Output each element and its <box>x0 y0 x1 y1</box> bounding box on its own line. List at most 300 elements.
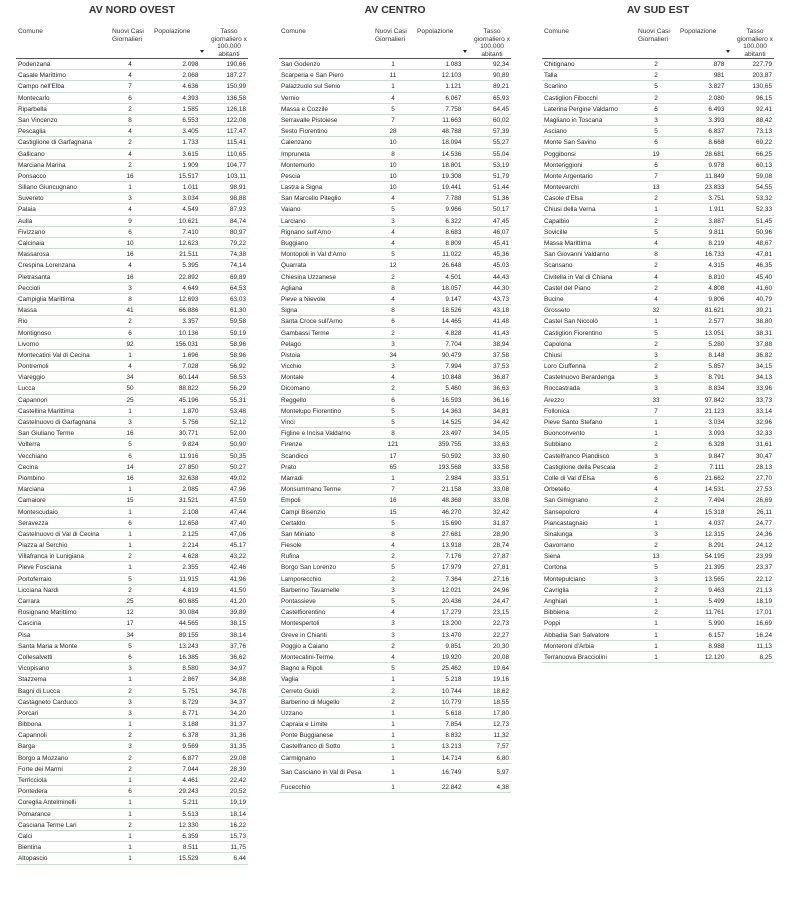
cell-cases: 6 <box>128 329 132 337</box>
cell-comune: Forte dei Marmi <box>18 765 63 773</box>
cell-population: 27.681 <box>441 530 462 538</box>
cell-cases: 5 <box>391 105 395 113</box>
cell-comune: Marciana Marina <box>18 161 66 169</box>
cell-cases: 2 <box>128 765 132 773</box>
cell-comune: Casciana Terme Lari <box>18 821 77 829</box>
cell-cases: 1 <box>654 419 658 426</box>
cell-rate: 41,50 <box>230 586 246 594</box>
cell-comune: Buonconvento <box>544 430 585 438</box>
cell-rate: 11,75 <box>230 844 246 852</box>
cell-rate: 23,99 <box>756 553 772 561</box>
cell-population: 60.144 <box>178 374 199 382</box>
cell-comune: Barberino di Mugello <box>281 698 340 706</box>
cell-rate: 19,64 <box>493 665 509 673</box>
cell-population: 31.521 <box>178 497 199 505</box>
cell-population: 7.788 <box>445 195 462 203</box>
cell-rate: 115,41 <box>226 139 246 147</box>
cell-comune: Montopoli in Val d'Arno <box>281 251 347 259</box>
table-row <box>16 361 248 372</box>
cell-comune: Ponte Buggianese <box>281 732 334 740</box>
table-row <box>542 260 774 271</box>
table-row <box>542 529 774 540</box>
cell-rate: 23,15 <box>493 609 509 617</box>
cell-population: 878 <box>713 61 725 68</box>
table-row <box>16 730 248 741</box>
table-row <box>279 529 511 540</box>
cell-comune: Certaldo <box>281 519 306 527</box>
table-row <box>279 328 511 339</box>
cell-comune: Chiusi <box>544 351 562 359</box>
cell-comune: Rufina <box>281 553 300 561</box>
cell-rate: 33,58 <box>493 463 509 471</box>
table-row <box>542 562 774 573</box>
cell-population: 16.593 <box>441 396 462 404</box>
cell-cases: 1 <box>128 844 132 852</box>
cell-rate: 150,99 <box>226 83 246 91</box>
cell-comune: Poggibonsi <box>544 150 576 158</box>
cell-population: 5.618 <box>445 709 462 717</box>
cell-comune: Vecchiano <box>18 452 48 460</box>
cell-cases: 17 <box>126 620 134 628</box>
cell-rate: 203,87 <box>752 72 772 80</box>
cell-rate: 20,08 <box>493 653 509 661</box>
cell-comune: Seravezza <box>18 519 49 527</box>
table-row <box>279 518 511 529</box>
cell-rate: 46,35 <box>756 262 772 270</box>
cell-cases: 2 <box>128 754 132 762</box>
cell-comune: Pontassieve <box>281 598 316 605</box>
cell-comune: Marradi <box>281 474 303 482</box>
cell-cases: 16 <box>126 172 134 180</box>
cell-comune: Poggio a Caiano <box>281 642 329 650</box>
table-row <box>16 193 248 204</box>
cell-population: 14.363 <box>441 407 462 415</box>
cell-rate: 6,80 <box>496 754 509 762</box>
cell-rate: 46,07 <box>493 228 509 236</box>
cell-comune: Castiglion Fiorentino <box>544 329 603 337</box>
cell-population: 13.051 <box>704 329 725 337</box>
cell-cases: 1 <box>654 598 658 605</box>
cell-rate: 79,22 <box>230 240 246 247</box>
cell-rate: 31,87 <box>493 519 509 527</box>
table-row <box>542 473 774 484</box>
cell-rate: 8,25 <box>759 653 772 661</box>
table-row <box>279 182 511 193</box>
table-row <box>279 383 511 394</box>
cell-cases: 2 <box>128 553 132 561</box>
cell-comune: Pontremoli <box>18 363 49 371</box>
cell-rate: 22,27 <box>493 631 509 639</box>
cell-rate: 64,53 <box>230 284 246 292</box>
cell-population: 6.877 <box>182 754 199 762</box>
cell-comune: Gavorrano <box>544 542 575 550</box>
table-row <box>16 686 248 697</box>
cell-comune: Montecarlo <box>18 94 50 102</box>
cell-cases: 6 <box>391 396 395 404</box>
cell-comune: Castelfranco di Sotto <box>281 743 341 751</box>
table-row <box>542 171 774 182</box>
table-row <box>16 93 248 104</box>
header-comune: Comune <box>281 28 306 35</box>
cell-comune: Calci <box>18 832 33 840</box>
table-row <box>279 227 511 238</box>
cell-cases: 14 <box>126 463 134 471</box>
cell-cases: 6 <box>654 139 658 147</box>
cell-cases: 3 <box>128 195 132 203</box>
cell-population: 9.463 <box>708 586 725 594</box>
cell-population: 3.357 <box>182 318 199 326</box>
cell-population: 97.842 <box>704 396 725 404</box>
cell-comune: Peccioli <box>18 284 41 292</box>
table-row <box>279 193 511 204</box>
cell-cases: 4 <box>128 150 132 158</box>
cell-population: 4.628 <box>182 553 199 561</box>
table-row <box>16 540 248 551</box>
table-row <box>279 171 511 182</box>
cell-rate: 17,80 <box>493 709 509 717</box>
cell-rate: 34,42 <box>493 419 509 426</box>
cell-rate: 47,44 <box>230 508 246 516</box>
cell-population: 88.822 <box>178 385 199 393</box>
cell-population: 18.526 <box>441 307 462 315</box>
cell-comune: Follonica <box>544 407 570 415</box>
cell-cases: 6 <box>654 474 658 482</box>
cell-cases: 3 <box>391 340 395 348</box>
cell-cases: 13 <box>652 184 660 192</box>
cell-population: 14.531 <box>704 486 725 494</box>
cell-population: 2.355 <box>182 564 199 572</box>
cell-population: 8.580 <box>182 665 199 673</box>
cell-cases: 10 <box>389 184 397 192</box>
cell-comune: Pontedera <box>18 788 48 796</box>
cell-comune: Sinalunga <box>544 530 573 538</box>
cell-cases: 1 <box>128 810 132 818</box>
header-rate: Tasso giornaliero x 100.000 abitanti <box>211 28 247 58</box>
cell-population: 8.291 <box>708 542 725 550</box>
table-row <box>279 753 511 764</box>
cell-cases: 16 <box>126 273 134 281</box>
table-row <box>279 81 511 92</box>
cell-comune: Scarperia e San Piero <box>281 72 344 80</box>
cell-population: 7.176 <box>445 553 462 561</box>
cell-cases: 1 <box>128 777 132 784</box>
table-row <box>16 160 248 171</box>
cell-cases: 4 <box>128 206 132 214</box>
table-row <box>279 70 511 81</box>
cell-comune: Siena <box>544 553 561 561</box>
sort-arrow-icon[interactable] <box>200 50 204 53</box>
table-row <box>16 753 248 764</box>
cell-comune: Montepulciano <box>544 575 586 583</box>
cell-population: 4.393 <box>182 94 199 102</box>
cell-rate: 59,08 <box>756 172 772 180</box>
cell-cases: 8 <box>391 307 395 315</box>
cell-cases: 1 <box>654 653 658 661</box>
cell-population: 9.847 <box>708 452 725 460</box>
cell-population: 18.057 <box>441 284 462 292</box>
cell-rate: 34,13 <box>756 374 772 382</box>
table-row <box>279 451 511 462</box>
table-row <box>279 260 511 271</box>
cell-cases: 1 <box>391 61 395 68</box>
table-row <box>16 562 248 573</box>
cell-population: 7.410 <box>182 228 199 236</box>
cell-population: 3.393 <box>708 116 725 124</box>
cell-cases: 3 <box>128 709 132 717</box>
cell-rate: 47,06 <box>230 530 246 538</box>
table-row <box>16 115 248 126</box>
table-row <box>16 663 248 674</box>
cell-population: 12.103 <box>441 72 462 80</box>
cell-comune: Borgo San Lorenzo <box>281 564 337 572</box>
table-row <box>16 339 248 350</box>
table-row <box>542 439 774 450</box>
cell-rate: 52,00 <box>230 430 246 438</box>
cell-comune: Dicomano <box>281 385 310 393</box>
cell-cases: 1 <box>128 530 132 538</box>
cell-cases: 2 <box>654 94 658 102</box>
cell-cases: 1 <box>128 855 132 863</box>
cell-comune: Barberino Tavarnelle <box>281 586 340 594</box>
cell-comune: Subbiano <box>544 441 572 449</box>
cell-population: 4.461 <box>182 777 199 784</box>
cell-population: 7.494 <box>708 497 725 505</box>
cell-cases: 1 <box>391 83 395 91</box>
table-row <box>16 428 248 439</box>
table-row <box>16 462 248 473</box>
table-row <box>16 741 248 752</box>
cell-population: 23.833 <box>704 184 725 192</box>
cell-rate: 50,27 <box>230 463 246 471</box>
cell-comune: San Giovanni Valdarno <box>544 251 610 259</box>
cell-cases: 2 <box>128 687 132 695</box>
cell-cases: 4 <box>391 94 395 102</box>
cell-rate: 27,87 <box>493 553 509 561</box>
table-row <box>16 81 248 92</box>
cell-population: 193.568 <box>438 463 462 471</box>
cell-cases: 2 <box>654 195 658 203</box>
cell-comune: Sovicille <box>544 228 568 236</box>
cell-population: 359.755 <box>438 441 462 449</box>
cell-comune: Firenze <box>281 441 303 449</box>
cell-comune: Castelfranco Piandiscò <box>544 452 610 460</box>
cell-comune: Larciano <box>281 217 306 225</box>
cell-comune: Cavriglia <box>544 586 569 594</box>
cell-comune: Castellina Marittima <box>18 407 75 415</box>
cell-comune: Castiglione di Garfagnana <box>18 139 92 147</box>
sort-arrow-icon[interactable] <box>726 50 730 53</box>
cell-population: 21.123 <box>704 407 725 415</box>
table-row <box>16 719 248 730</box>
cell-rate: 41,60 <box>756 284 772 292</box>
cell-comune: Bibbona <box>18 721 42 729</box>
table-row <box>16 708 248 719</box>
cell-rate: 50,17 <box>493 206 509 214</box>
cell-cases: 1 <box>654 631 658 639</box>
cell-rate: 87,93 <box>230 206 246 214</box>
cell-comune: Castiglion Fibocchi <box>544 94 598 102</box>
cell-rate: 6,44 <box>233 855 246 863</box>
table-row <box>542 115 774 126</box>
cell-comune: Castelfiorentino <box>281 609 326 617</box>
cell-population: 6.322 <box>445 217 462 225</box>
cell-comune: Quarrata <box>281 262 307 270</box>
cell-population: 2.085 <box>182 486 199 494</box>
cell-rate: 45,36 <box>493 251 509 259</box>
cell-population: 29.243 <box>178 788 199 796</box>
cell-cases: 2 <box>654 441 658 449</box>
cell-rate: 90,89 <box>493 72 509 80</box>
cell-comune: Fucecchio <box>281 783 311 791</box>
cell-comune: Roccastrada <box>544 385 580 393</box>
table-row <box>542 149 774 160</box>
cell-cases: 10 <box>126 240 134 247</box>
cell-population: 8.148 <box>708 351 725 359</box>
table-row <box>542 339 774 350</box>
cell-rate: 11,13 <box>756 642 772 650</box>
sort-arrow-icon[interactable] <box>463 50 467 53</box>
cell-comune: Scansano <box>544 262 573 270</box>
cell-cases: 13 <box>652 553 660 561</box>
cell-cases: 50 <box>126 385 134 393</box>
cell-population: 5.990 <box>708 620 725 628</box>
cell-cases: 1 <box>391 768 395 776</box>
cell-comune: Anghiari <box>544 598 568 605</box>
table-row <box>279 663 511 674</box>
cell-cases: 5 <box>391 419 395 426</box>
cell-comune: Montecatini-Terme <box>281 653 334 661</box>
cell-population: 11.663 <box>442 116 462 124</box>
cell-population: 21.158 <box>441 486 462 494</box>
cell-comune: Pietrasanta <box>18 273 51 281</box>
cell-population: 8.729 <box>182 698 199 706</box>
cell-cases: 4 <box>391 228 395 236</box>
cell-cases: 34 <box>126 374 134 382</box>
cell-comune: Buggiano <box>281 240 309 247</box>
cell-rate: 227,79 <box>752 61 772 68</box>
cell-population: 981 <box>713 72 725 80</box>
cell-comune: Rosignano Marittimo <box>18 609 77 617</box>
table-row <box>16 70 248 81</box>
cell-rate: 45,03 <box>493 262 509 270</box>
cell-rate: 12,73 <box>493 721 509 729</box>
table-row <box>279 249 511 260</box>
cell-comune: San Miniato <box>281 530 315 538</box>
cell-cases: 3 <box>128 665 132 673</box>
cell-population: 8.988 <box>708 642 725 650</box>
table-row <box>542 406 774 417</box>
cell-population: 5.513 <box>182 810 199 818</box>
cell-rate: 74,38 <box>230 251 246 259</box>
cell-rate: 15,73 <box>230 832 246 840</box>
cell-population: 15.318 <box>704 508 725 516</box>
cell-rate: 18,62 <box>493 687 509 695</box>
cell-cases: 3 <box>391 363 395 371</box>
cell-population: 11.849 <box>705 172 725 180</box>
cell-comune: Capolona <box>544 340 572 348</box>
cell-population: 7.028 <box>182 363 199 371</box>
table-header <box>16 18 248 58</box>
cell-population: 6.328 <box>708 441 725 449</box>
cell-comune: Scarlino <box>544 83 568 91</box>
cell-cases: 6 <box>128 94 132 102</box>
header-population: Popolazione <box>417 28 454 35</box>
table-row <box>542 462 774 473</box>
cell-population: 27.850 <box>178 463 199 471</box>
cell-population: 1.909 <box>182 161 199 169</box>
cell-rate: 39,89 <box>230 609 246 617</box>
cell-population: 5.395 <box>182 262 199 270</box>
cell-population: 6.359 <box>182 832 199 840</box>
cell-cases: 3 <box>391 217 395 225</box>
cell-comune: Palazzuolo sul Senio <box>281 83 341 91</box>
cell-cases: 4 <box>391 195 395 203</box>
cell-cases: 4 <box>128 61 132 68</box>
cell-comune: Vinci <box>281 419 295 426</box>
table-row <box>279 361 511 372</box>
cell-rate: 20,30 <box>493 642 509 650</box>
cell-population: 22.892 <box>178 273 199 281</box>
cell-cases: 4 <box>128 128 132 136</box>
table-row <box>16 171 248 182</box>
cell-comune: Scandicci <box>281 452 309 460</box>
cell-rate: 41,96 <box>230 575 246 583</box>
table-row <box>542 652 774 663</box>
cell-rate: 61,30 <box>230 307 246 315</box>
cell-rate: 51,36 <box>493 195 509 203</box>
table-row <box>279 484 511 495</box>
cell-cases: 12 <box>389 262 397 270</box>
table-row <box>16 518 248 529</box>
cell-cases: 5 <box>391 206 395 214</box>
table-row <box>542 361 774 372</box>
table-row <box>279 126 511 137</box>
cell-comune: Altopascio <box>18 855 48 863</box>
cell-population: 7.854 <box>445 721 462 729</box>
table-row <box>542 59 774 70</box>
cell-population: 17.979 <box>441 564 462 572</box>
cell-comune: Licciana Nardi <box>18 586 59 594</box>
cell-population: 9.966 <box>445 206 462 214</box>
table-row <box>542 283 774 294</box>
cell-population: 156.031 <box>175 340 199 348</box>
cell-cases: 32 <box>652 307 660 315</box>
cell-comune: Santa Croce sull'Arno <box>281 318 343 326</box>
cell-comune: Capalbio <box>544 217 570 225</box>
cell-rate: 45,41 <box>493 240 509 247</box>
cell-rate: 136,58 <box>226 94 246 102</box>
cell-comune: Castel del Piano <box>544 284 591 292</box>
cell-comune: Stazzema <box>18 676 47 684</box>
table-row <box>279 764 511 782</box>
cell-comune: Coreglia Antelminelli <box>18 799 76 807</box>
cell-comune: San Giuliano Terme <box>18 430 75 438</box>
cell-population: 1.011 <box>182 184 199 192</box>
cell-cases: 5 <box>654 564 658 572</box>
cell-rate: 33,51 <box>493 474 509 482</box>
cell-rate: 45,40 <box>756 273 772 281</box>
cell-rate: 16,69 <box>756 620 772 628</box>
cell-rate: 55,04 <box>493 150 509 158</box>
cell-population: 15.517 <box>178 172 199 180</box>
cell-comune: San Casciano in Val di Pesa <box>281 769 362 777</box>
cell-cases: 4 <box>391 240 395 247</box>
cell-comune: Pieve Fosciana <box>18 564 62 572</box>
cell-comune: Monteroni d'Arbia <box>544 642 594 650</box>
cell-cases: 10 <box>389 139 397 147</box>
cell-rate: 34,97 <box>230 665 246 673</box>
table-row <box>16 227 248 238</box>
